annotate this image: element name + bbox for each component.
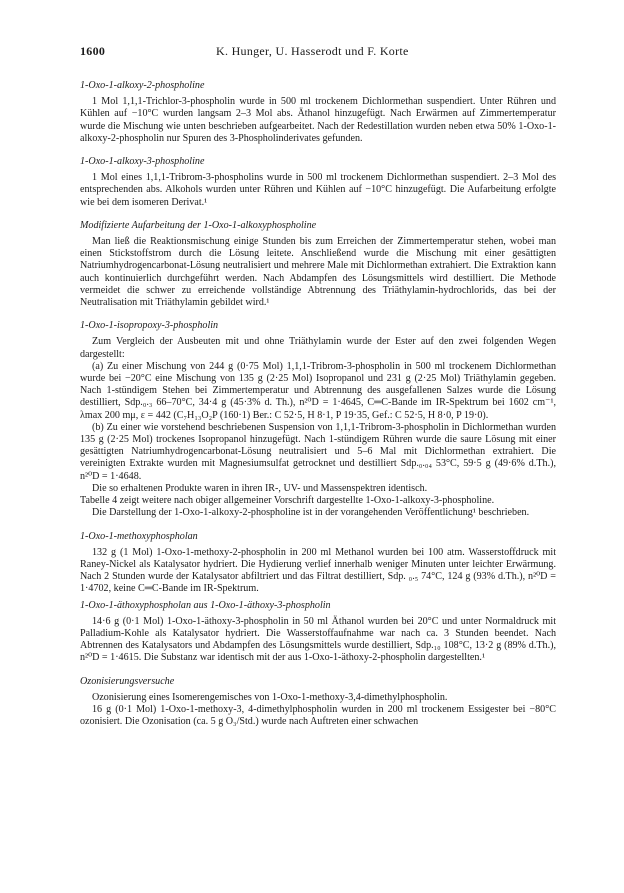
article-body [80, 80, 556, 728]
paragraph: 1 Mol 1,1,1-Trichlor-3-phospholin wurde in 500 ml trockenem Dichlormethan suspendiert. Unter Rühren und Kühlen auf −10°C wurden langsam 2–3 Mol abs. Äthanol hinzugefügt. Nach Erwärmen auf Zimmertemperatur wurde die Mischung wie unten beschrieben aufgearbeitet. Nach der Redestillation wurden neben etwa 50% 1-Oxo-1-alkoxy-2-phospholin nur Spuren des 3-Phospholinderivates gefunden. [80, 96, 556, 144]
paragraph: Die so erhaltenen Produkte waren in ihren IR-, UV- und Massenspektren identisch. [92, 482, 428, 494]
paragraph: 16 g (0·1 Mol) 1-Oxo-1-methoxy-3, 4-dimethylphospholin wurden in 200 ml trockenem Essigester bei −80°C ozonisiert. Die Ozonisation (ca. 5 g O₃/Std.) wurde nach Auftreten einer schwachen [80, 703, 556, 728]
paragraph: Die Darstellung der 1-Oxo-1-alkoxy-2-phospholine ist in der vorangehenden Veröffentlichung¹ beschrieben. [92, 507, 530, 519]
paragraph: Ozonisierung eines Isomerengemisches von 1-Oxo-1-methoxy-3,4-dimethylphospholin. [92, 691, 448, 703]
paragraph: 1 Mol eines 1,1,1-Tribrom-3-phospholins wurde in 500 ml trockenem Dichlormethan suspendiert. 2–3 Mol des entsprechenden abs. Alkohols wurden unter Rühren und Kühlen auf −10°C hinzugefügt. Die Aufarbeitung erfolgte wie bei dem isomeren Derivat.¹ [80, 172, 556, 208]
paragraph-procedure-a: (a) Zu einer Mischung von 244 g (0·75 Mol) 1,1,1-Tribrom-3-phospholin in 500 ml trockenem Dichlormethan wurde bei −20°C eine Mischung von 135 g (2·25 Mol) Isopropanol und 231 g (2·25 Mol) Triäthylamin gegeben. Nach 1-stündigem Stehen bei Zimmertemperatur und Abtrennung des ausgefallenen Salzes wurde die Lösung destilliert, Sdp.₀.₃ 66–70°C, 34·4 g (45·3% d. Th.), n²⁰D = 1·4645, C═C-Bande im IR-Spektrum bei 1602 cm⁻¹, λmax 200 mμ, ε = 442 (C₇H₁₃O₂P (160·1) Ber.: C 52·5, H 8·1, P 19·35, Gef.: C 52·5, H 8·0, P 19·0). [80, 360, 556, 421]
page-number: 1600 [80, 44, 106, 58]
paragraph-procedure-b: (b) Zu einer wie vorstehend beschriebenen Suspension von 1,1,1-Tribrom-3-phospholin in Dichlormethan wurden 135 g (2·25 Mol) trockenes Isopropanol hinzugefügt. Nach 1-stündigem Rühren wurde die saure Lösung mit einer gesättigten Natriumhydrogencarbonat-Lösung neutralisiert und 5–6 Mal mit Dichlormethan extrahiert. Die vereinigten Extrakte wurden mit Magnesiumsulfat getrocknet und destilliert Sdp.₀.₀₄ 53°C, 59·5 g (49·6% d.Th.), n²⁰D = 1·4648. [80, 421, 556, 482]
section-heading: 1-Oxo-1-äthoxyphospholan aus 1-Oxo-1-äthoxy-3-phospholin [80, 599, 331, 611]
running-head: K. Hunger, U. Hasserodt und F. Korte [216, 44, 409, 58]
section-heading: 1-Oxo-1-alkoxy-3-phospholine [80, 156, 205, 168]
paragraph: 132 g (1 Mol) 1-Oxo-1-methoxy-2-phospholin in 200 ml Methanol wurden bei 100 atm. Wasserstoffdruck mit Raney-Nickel als Katalysator hydriert. Die Hydierung verlief innerhalb weniger Minuten unter leichter Erwärmung. Nach 2 Stunden wurde der Katalysator abfiltriert und das Filtrat destilliert, Sdp. ₀.₅ 74°C, 124 g (93% d.Th.), n²⁰D = 1·4702, keine C═C-Bande im IR-Spektrum. [80, 546, 556, 595]
page-header [80, 44, 556, 64]
paragraph: Tabelle 4 zeigt weitere nach obiger allgemeiner Vorschrift dargestellte 1-Oxo-1-alkoxy-3-phospholine. [80, 495, 495, 507]
paragraph: Man ließ die Reaktionsmischung einige Stunden bis zum Erreichen der Zimmertemperatur stehen, wobei man einen Stickstoffstrom durch die Lösung leitete. Anschließend wurde die Mischung mit einer gesättigten Natriumhydrogencarbonat-Lösung neutralisiert und mehrere Male mit Dichlormethan extrahiert. Die Extraktion kann auch kontinuierlich durchgeführt werden. Nach Abdampfen des Lösungsmittels wird destilliert. Die Methode vermeidet die schwer zu erreichende vollständige Abtrennung des Triäthylamin-hydrochlorids, das bei der Neutralisation mit Triäthylamin gebildet wird.¹ [80, 236, 556, 309]
section-heading: 1-Oxo-1-isopropoxy-3-phospholin [80, 320, 219, 332]
paragraph: Zum Vergleich der Ausbeuten mit und ohne Triäthylamin wurde der Ester auf den zwei folgenden Wegen dargestellt: [80, 336, 556, 360]
section-heading: Ozonisierungsversuche [80, 675, 175, 687]
paragraph: 14·6 g (0·1 Mol) 1-Oxo-1-äthoxy-3-phospholin in 50 ml Äthanol wurden bei 20°C und unter Normaldruck mit Palladium-Kohle als Katalysator hydriert. Die Wasserstoffaufnahme war nach ca. 3 Stunden beendet. Nach Abtrennen des Katalysators und Abdampfen des Lösungsmittels wurde destilliert, Sdp.₁₀ 108°C, 13·2 g (89% d.Th.), n²⁰D = 1·4615. Die Substanz war identisch mit der aus 1-Oxo-1-äthoxy-2-phospholin dargestellten.¹ [80, 615, 556, 664]
section-heading: 1-Oxo-1-methoxyphospholan [80, 530, 198, 542]
section-heading: Modifizierte Aufarbeitung der 1-Oxo-1-alkoxyphospholine [80, 219, 317, 231]
section-heading: 1-Oxo-1-alkoxy-2-phospholine [80, 80, 205, 91]
